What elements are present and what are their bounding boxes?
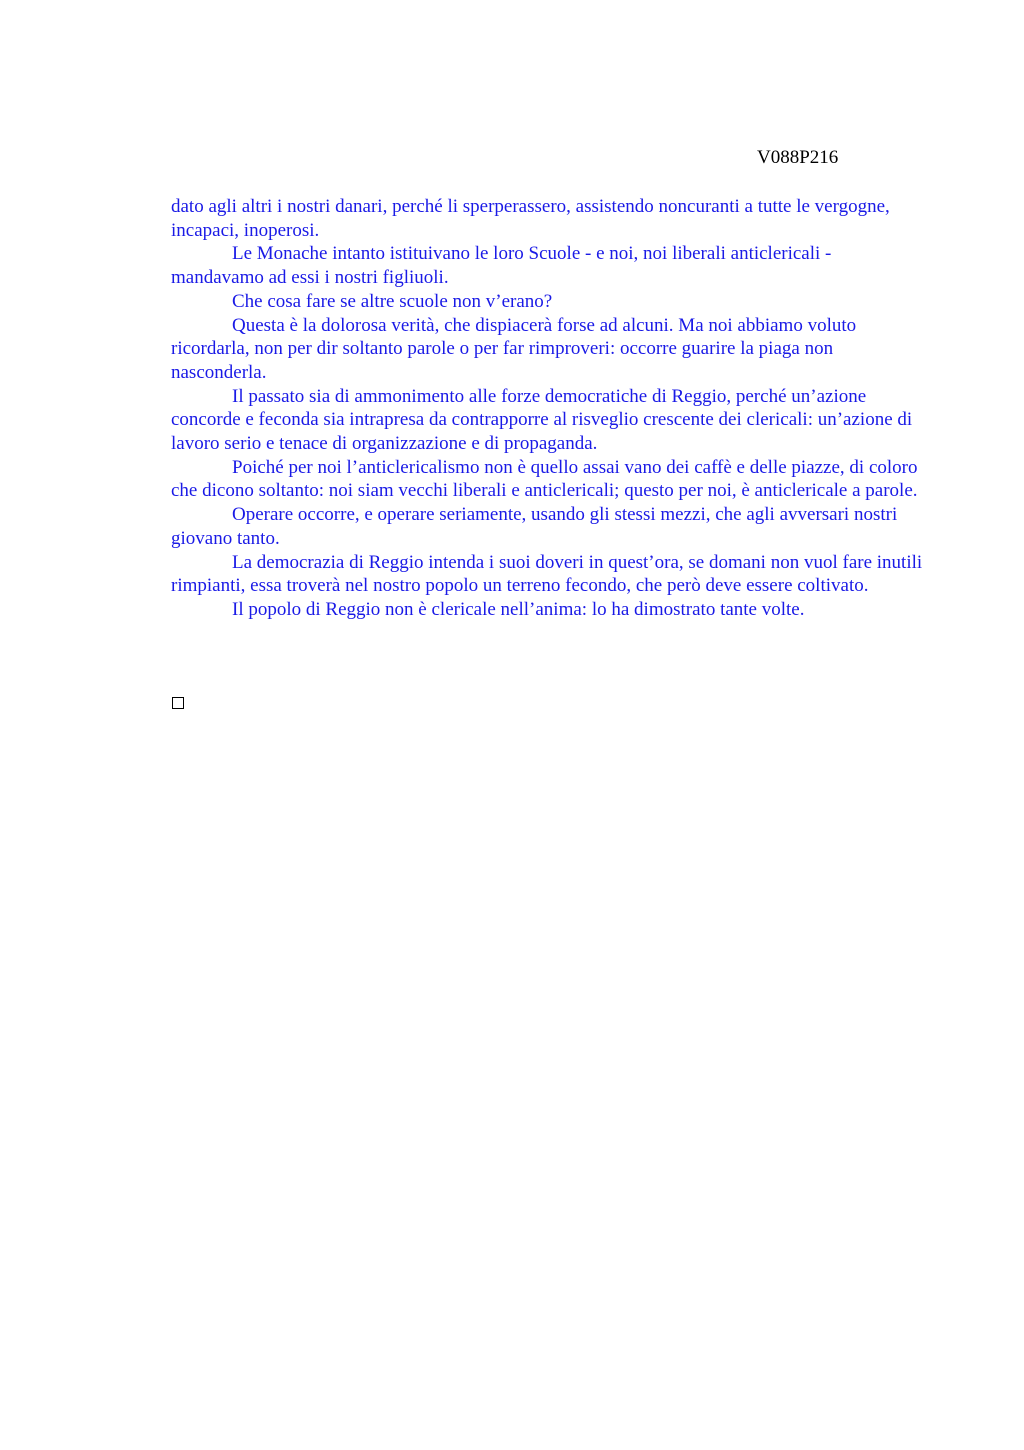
page-code: V088P216: [757, 147, 839, 168]
document-body: [171, 195, 923, 622]
paragraph: Questa è la dolorosa verità, che dispiacerà forse ad alcuni. Ma noi abbiamo voluto ricordarla, non per dir soltanto parole o per far rimproveri: occorre guarire la piaga non nasconderla.: [171, 314, 857, 383]
paragraph: Poiché per noi l’anticlericalismo non è quello assai vano dei caffè e delle piazze, di coloro che dicono soltanto: noi siam vecchi liberali e anticlericali; questo per noi, è anticlericale a parole.: [171, 456, 918, 502]
paragraph: Il popolo di Reggio non è clericale nell’anima: lo ha dimostrato tante volte.: [232, 598, 805, 620]
paragraph: Il passato sia di ammonimento alle forze democratiche di Reggio, perché un’azione concorde e feconda sia intrapresa da contrapporre al risveglio crescente dei clericali: un’azione di lavoro serio e tenace di organizzazione e di propaganda.: [171, 385, 913, 455]
paragraph: Le Monache intanto istituivano le loro Scuole - e noi, noi liberali anticlericali - mandavamo ad essi i nostri figliuoli.: [171, 243, 832, 289]
paragraph: Che cosa fare se altre scuole non v’erano?: [232, 290, 553, 312]
paragraph: Operare occorre, e operare seriamente, usando gli stessi mezzi, che agli avversari nostri giovano tanto.: [171, 504, 898, 549]
square-outline-icon: [172, 697, 184, 709]
paragraph: La democrazia di Reggio intenda i suoi doveri in quest’ora, se domani non vuol fare inutili rimpianti, essa troverà nel nostro popolo un terreno fecondo, che però deve essere coltivato.: [171, 551, 923, 597]
paragraph: dato agli altri i nostri danari, perché li sperperassero, assistendo noncuranti a tutte le vergogne, incapaci, inoperosi.: [171, 196, 890, 241]
